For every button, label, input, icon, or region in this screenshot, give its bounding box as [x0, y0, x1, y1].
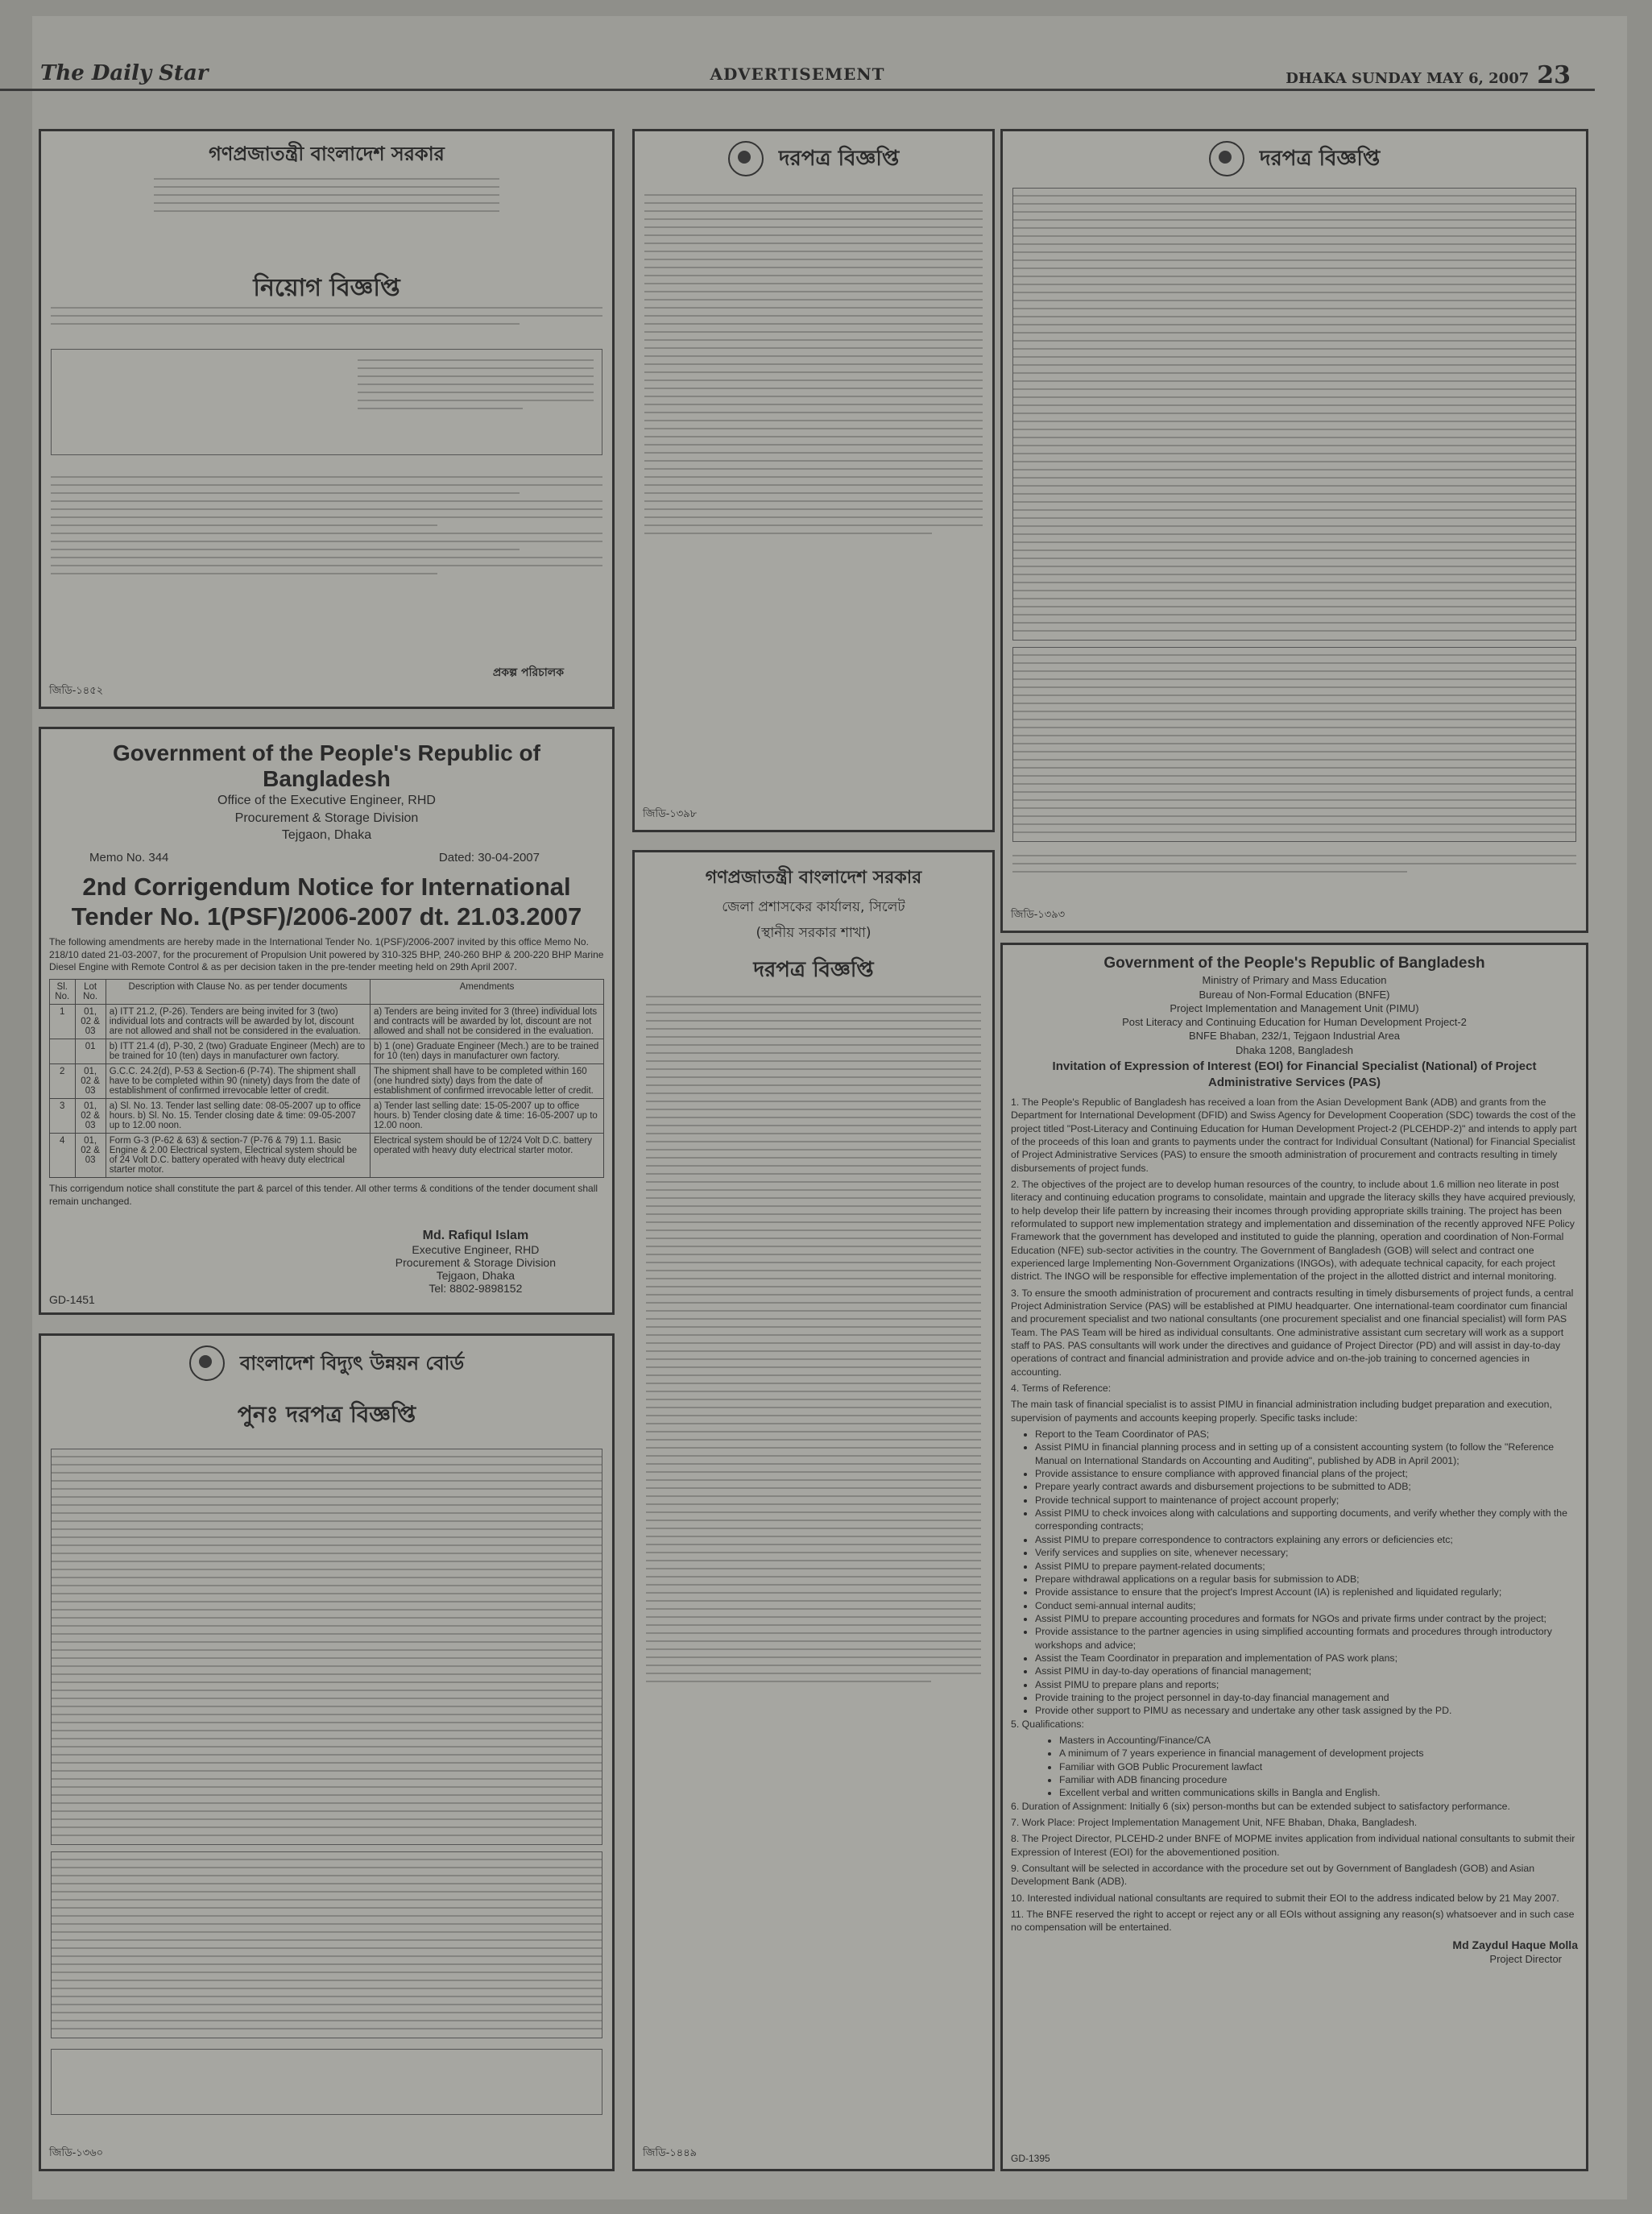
task-item: • Prepare yearly contract awards and disbursement projections to be submitted to ADB;: [1035, 1480, 1578, 1493]
qualification-item: • Excellent verbal and written communications skills in Bangla and English.: [1059, 1786, 1578, 1799]
table-cell: 01, 02 & 03: [75, 1133, 106, 1177]
signer-title: Project Director: [1489, 1953, 1562, 1966]
qualification-item: • Familiar with ADB financing procedure: [1059, 1773, 1578, 1786]
ad-lot-table: [1012, 647, 1576, 842]
address-line: Bureau of Non-Formal Education (BNFE): [1199, 988, 1390, 1001]
ad-header: [635, 141, 992, 177]
table-cell: 1: [50, 1004, 76, 1039]
address-line: Post Literacy and Continuing Education for Human Development Project-2: [1122, 1016, 1467, 1029]
table-row: [50, 1133, 604, 1177]
task-item: • Assist PIMU to check invoices along with calculations and supporting documents, and verify whether they comply with the corresponding contracts;: [1035, 1507, 1578, 1533]
address-line: Project Implementation and Management Unit (PIMU): [1170, 1001, 1419, 1014]
signer-division: Procurement & Storage Division: [395, 1256, 556, 1269]
ad-place: Tejgaon, Dhaka: [281, 828, 372, 843]
ad-body-text: [51, 301, 602, 331]
ad-title: নিয়োগ বিজ্ঞপ্তি: [253, 274, 400, 302]
page-number: 23: [1537, 61, 1571, 89]
task-item: • Provide assistance to ensure that the project's Imprest Account (IA) is replenished and liquidated regularly;: [1035, 1586, 1578, 1598]
ad-subheading-lines: [154, 172, 499, 218]
table-header-cell: Description with Clause No. as per tender documents: [106, 979, 370, 1004]
ad-header: [41, 1345, 612, 1381]
address-line: BNFE Bhaban, 232/1, Tejgaon Industrial Area: [1188, 1030, 1401, 1043]
signer-tel: Tel: 8802-9898152: [429, 1282, 523, 1295]
ad-division: Procurement & Storage Division: [234, 811, 419, 825]
table-cell: a) Tender last selling date: 15-05-2007 up to office hours. b) Tender closing date & time: 16-05-2007 up to 12.00 noon.: [370, 1098, 603, 1133]
paragraph: 1. The People's Republic of Bangladesh has received a loan from the Asian Development Bank (ADB) and grants from the Department for International Development (DFID) and Swiss Agency for Development Cooperation (SDC) towards the cost of the project titled "Post-Literacy and Continuing Education for Human Development Project-2 (PLCEHDP-2)" and intends to apply part of the proceeds of this loan and grants to payments under the contract for Individual Consultant (National) for Financial Specialist of Project Administrative Services (PAS) to ensure the smooth administration of procurement and contracts resulting in timely disbursements of project funds.: [1011, 1096, 1577, 1174]
ad-task-list: [1011, 1428, 1578, 1718]
table-row: [50, 1004, 604, 1039]
ad-footer-note: This corrigendum notice shall constitute the part & parcel of this tender. All other terms & conditions of the tender document shall remain unchanged.: [49, 1182, 598, 1207]
task-item: • Assist PIMU to prepare plans and reports;: [1035, 1678, 1578, 1691]
task-item: • Assist PIMU in financial planning process and in setting up of a consistent accounting system (to follow the "Reference Manual on International Standards on Accounting and Auditing", published by ADB in April 2001);: [1035, 1441, 1578, 1467]
ad-title: Invitation of Expression of Interest (EOI) for Financial Specialist (National) of Project Administrative Services (PAS): [1052, 1059, 1537, 1089]
paragraph: 3. To ensure the smooth administration of procurement and contracts resulting in timely disbursements of project funds, a central Project Administration Service (PAS) will be established at PIMU headquarter. One international-team coordinator cum financial and procurement specialist and two national consultants (one procurement specialist and one financial specialist) will form PAS Team. The PAS Team will be hired as individual consultants. One administrative assistant cum secretary will work as a support staff to PAS. PAS consultants will work under the directives and guidance of Project Director (PD) and will assist in day-to-day operations of contract and financial administration and provide advice and on-the-job training to concerned agencies in accounting.: [1011, 1287, 1574, 1378]
ad-code: জিডি-১৪৫২: [49, 685, 104, 697]
signer-title: Executive Engineer, RHD: [412, 1243, 540, 1256]
paragraph: 7. Work Place: Project Implementation Management Unit, NFE Bhaban, Dhaka, Bangladesh.: [1011, 1817, 1418, 1829]
ad-title: দরপত্র বিজ্ঞপ্তি: [753, 958, 874, 982]
task-item: • Verify services and supplies on site, whenever necessary;: [1035, 1546, 1578, 1559]
task-item: • Assist PIMU to prepare accounting procedures and formats for NGOs and private firms under contract by the project;: [1035, 1612, 1578, 1625]
table-cell: [50, 1039, 76, 1063]
signature-block: [395, 1229, 556, 1295]
table-cell: 2: [50, 1063, 76, 1098]
ad-title: 2nd Corrigendum Notice for International Tender No. 1(PSF)/2006-2007 dt. 21.03.2007: [71, 872, 582, 931]
paragraph: The main task of financial specialist is to assist PIMU in financial administration including budget preparation and execution, supervision of payments and accounts keeping properly. Specific tasks include:: [1011, 1399, 1552, 1424]
ad-gov-heading: Government of the People's Republic of Bangladesh: [113, 740, 540, 791]
ad-code: GD-1451: [49, 1293, 95, 1306]
recruitment-ad: [39, 129, 615, 709]
paragraph: 4. Terms of Reference:: [1011, 1383, 1112, 1395]
ad-code: জিডি-১৪৪৯: [643, 2147, 698, 2159]
task-item: • Assist PIMU to prepare payment-related documents;: [1035, 1560, 1578, 1573]
table-cell: 01, 02 & 03: [75, 1098, 106, 1133]
paper-name: The Daily Star: [40, 61, 209, 85]
ad-org-name: বাংলাদেশ বিদ্যুৎ উন্নয়ন বোর্ড: [239, 1351, 465, 1374]
ad-tail-paragraphs: [1011, 1800, 1578, 1934]
task-item: • Report to the Team Coordinator of PAS;: [1035, 1428, 1578, 1441]
paragraph: 6. Duration of Assignment: Initially 6 (six) person-months but can be extended subject to satisfactory performance.: [1011, 1800, 1510, 1812]
qualification-item: • A minimum of 7 years experience in financial management of development projects: [1059, 1747, 1578, 1760]
table-cell: 01, 02 & 03: [75, 1004, 106, 1039]
table-cell: b) ITT 21.4 (d), P-30, 2 (two) Graduate Engineer (Mech) are to be trained for 10 (ten) days in manufacturer own factory.: [106, 1039, 370, 1063]
task-item: • Provide other support to PIMU as necessary and undertake any other task assigned by the PD.: [1035, 1704, 1578, 1717]
ad-office: Office of the Executive Engineer, RHD: [217, 794, 436, 807]
masthead: [0, 56, 1595, 91]
ad-conditions-text: [51, 470, 602, 581]
table-cell: Electrical system should be of 12/24 Volt D.C. battery operated with heavy duty electrical starter motor.: [370, 1133, 603, 1177]
qualification-item: • Masters in Accounting/Finance/CA: [1059, 1734, 1578, 1747]
ad-table: [51, 349, 602, 455]
bpdb-retender-ad: [39, 1333, 615, 2171]
ad-footer-lines: [1012, 848, 1576, 897]
ad-title: পুনঃ দরপত্র বিজ্ঞপ্তি: [237, 1401, 416, 1428]
paragraph: 10. Interested individual national consultants are required to submit their EOI to the address indicated below by 21 May 2007.: [1011, 1892, 1559, 1904]
ad-office: জেলা প্রশাসকের কার্যালয়, সিলেট: [722, 899, 905, 915]
tender-notice-ad: [632, 129, 995, 832]
ad-table: [51, 1449, 602, 1845]
signer-place: Tejgaon, Dhaka: [436, 1269, 515, 1282]
task-item: • Conduct semi-annual internal audits;: [1035, 1599, 1578, 1612]
table-cell: a) Tenders are being invited for 3 (three) individual lots and contracts will be awarded by lot, discount are not allowed and shall not be considered in the evaluation.: [370, 1004, 603, 1039]
qualification-item: • Familiar with GOB Public Procurement lawfact: [1059, 1760, 1578, 1773]
signer-name: Md Zaydul Haque Molla: [1452, 1938, 1578, 1951]
ad-qualification-list: [1011, 1734, 1578, 1800]
ad-gov-heading: গণপ্রজাতন্ত্রী বাংলাদেশ সরকার: [209, 143, 445, 165]
task-item: • Provide training to the project personnel in day-to-day financial management and: [1035, 1691, 1578, 1704]
rhd-corrigendum-ad: [39, 727, 615, 1315]
table-cell: a) ITT 21.2, (P-26). Tenders are being invited for 3 (two) individual lots and contracts will be awarded by lot, discount are not allowed and shall not be considered in the evaluation.: [106, 1004, 370, 1039]
qualifications-heading: 5. Qualifications:: [1011, 1718, 1084, 1730]
table-row: [50, 1063, 604, 1098]
date-text: DHAKA SUNDAY MAY 6, 2007: [1286, 70, 1530, 87]
paragraph: 8. The Project Director, PLCEHD-2 under BNFE of MOPME invites application from individual national consultants to submit their Expression of Interest (EOI) for the abovementioned position.: [1011, 1833, 1575, 1858]
task-item: • Provide assistance to ensure compliance with approved financial plans of the project;: [1035, 1467, 1578, 1480]
task-item: • Prepare withdrawal applications on a regular basis for submission to ADB;: [1035, 1573, 1578, 1586]
section-label: ADVERTISEMENT: [710, 64, 885, 84]
dateline: [1286, 61, 1571, 89]
ad-header: [1003, 141, 1586, 177]
table-cell: G.C.C. 24.2(d), P-53 & Section-6 (P-74). The shipment shall have to be completed within 90 (ninety) days from the date of establishment of confirmed irrevocable letter of credit.: [106, 1063, 370, 1098]
eoi-content: [1011, 953, 1578, 2161]
table-header-cell: Amendments: [370, 979, 603, 1004]
govt-emblem-icon: [1209, 141, 1244, 176]
ad-code: জিডি-১৩৯৮: [643, 808, 698, 820]
table-header-cell: Sl. No.: [50, 979, 76, 1004]
ad-address-lines: [1011, 973, 1578, 1057]
ad-gov-heading: Government of the People's Republic of Bangladesh: [1103, 955, 1485, 972]
table-cell: b) 1 (one) Graduate Engineer (Mech.) are to be trained for 10 (ten) days in manufacturer own factory.: [370, 1039, 603, 1063]
ad-title: দরপত্র বিজ্ঞপ্তি: [1259, 146, 1381, 171]
paragraph: 2. The objectives of the project are to develop human resources of the country, to include about 1.6 million neo literate in post literacy and continuing education programs to consolidate, maintain and upgrade the literacy skills they have acquired previously, to help develop their life pattern by increasing their incomes through providing appropriate skills training. The project has been reformulated to support new implementation strategy and implementation and dissemination of the recently approved NFE Policy Framework that the government has developed and instituted to guide the planning, operation and coordination of Non-Formal Education (NFE) sub-sector activities in the country. The Government of Bangladesh (GOB) will select and contract one experienced large Implementing Non-Government Organizations (INGOs), with adequate technical capacity, for each project district. The INGO will be responsible for effective implementation of the project in the allotted district and internal monitoring.: [1011, 1178, 1576, 1283]
memo-number: Memo No. 344: [89, 850, 169, 864]
ad-code: জিডি-১৩৯৩: [1011, 909, 1066, 921]
ad-body-text: [646, 989, 981, 1689]
ad-branch: (স্থানীয় সরকার শাখা): [756, 925, 872, 941]
ad-code: GD-1395: [1011, 2153, 1050, 2164]
memo-date: Dated: 30-04-2007: [438, 850, 540, 864]
govt-emblem-icon: [728, 141, 764, 176]
ad-lot-table: [51, 1851, 602, 2038]
table-header-cell: Lot No.: [75, 979, 106, 1004]
table-row: [50, 1039, 604, 1063]
ad-title: দরপত্র বিজ্ঞপ্তি: [778, 146, 900, 171]
memo-line: [49, 851, 604, 869]
task-item: • Provide technical support to maintenance of project account properly;: [1035, 1494, 1578, 1507]
signer-name: Md. Rafiqul Islam: [422, 1229, 529, 1242]
task-item: • Assist PIMU to prepare correspondence to contractors explaining any errors or deficiencies etc;: [1035, 1533, 1578, 1546]
ad-code: জিডি-১৩৬০: [49, 2147, 104, 2159]
ad-intro: The following amendments are hereby made in the International Tender No. 1(PSF)/2006-2007 invited by this office Memo No. 218/10 dated 21-03-2007, for the procurement of Propulsion Unit powered by 310-325 BHP, 240-260 BHP & 200-220 BHP Marine Diesel Engine with Remote Control & as per decision taken in the pre-tender meeting held on 29th April 2007.: [49, 936, 604, 973]
table-cell: a) Sl. No. 13. Tender last selling date: 08-05-2007 up to office hours. b) Sl. No. 15. Tender closing date & time: 09-05-2007 up to 12.00 noon.: [106, 1098, 370, 1133]
sylhet-tender-ad: [632, 850, 995, 2171]
table-cell: 01: [75, 1039, 106, 1063]
ad-body-text: [644, 188, 983, 541]
bpdb-logo-icon: [189, 1345, 225, 1381]
tender-notice-right-ad: [1000, 129, 1588, 933]
table-cell: The shipment shall have to be completed within 160 (one hundred sixty) days from the date of establishment of confirmed irrevocable letter of credit.: [370, 1063, 603, 1098]
paragraph: 9. Consultant will be selected in accordance with the procedure set out by Government of Bangladesh (GOB) and Asian Development Bank (ADB).: [1011, 1863, 1535, 1888]
amendments-table: [49, 979, 604, 1178]
ad-footer-table: [51, 2049, 602, 2115]
table-cell: 3: [50, 1098, 76, 1133]
table-row: [50, 1098, 604, 1133]
table-cell: 4: [50, 1133, 76, 1177]
ad-table: [1012, 188, 1576, 641]
ad-gov-heading: গণপ্রজাতন্ত্রী বাংলাদেশ সরকার: [705, 868, 922, 888]
ad-signer: প্রকল্প পরিচালক: [492, 666, 564, 679]
address-line: Ministry of Primary and Mass Education: [1202, 974, 1387, 987]
table-cell: 01, 02 & 03: [75, 1063, 106, 1098]
address-line: Dhaka 1208, Bangladesh: [1235, 1043, 1353, 1056]
task-item: • Assist PIMU in day-to-day operations of financial management;: [1035, 1665, 1578, 1677]
paragraph: 11. The BNFE reserved the right to accept or reject any or all EOIs without assigning any reason(s) whatsoever and in such case no compensation will be entertained.: [1011, 1909, 1575, 1934]
task-item: • Provide assistance to the partner agencies in using simplified accounting formats and procedures through introductory workshops and advice;: [1035, 1625, 1578, 1652]
ad-paragraphs: [1011, 1096, 1578, 1424]
task-item: • Assist the Team Coordinator in preparation and implementation of PAS work plans;: [1035, 1652, 1578, 1665]
eoi-financial-specialist-ad: [1000, 943, 1588, 2171]
table-cell: Form G-3 (P-62 & 63) & section-7 (P-76 & 79) 1.1. Basic Engine & 2.00 Electrical system, Electrical system should be of 24 Volt D.C. battery operated with heavy duty electrical starter motor.: [106, 1133, 370, 1177]
